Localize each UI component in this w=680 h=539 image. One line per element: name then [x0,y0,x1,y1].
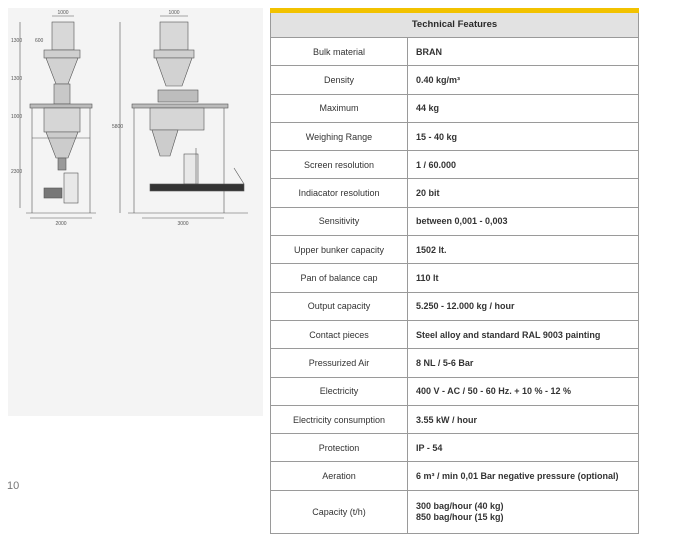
side-upper-bunker [160,22,188,50]
page-number: 10 [7,480,20,492]
table-header: Technical Features [270,13,639,38]
front-upper-bunker [52,22,74,50]
table-row [271,434,638,462]
row-value: 44 kg [416,103,440,114]
front-bag-clamp [58,158,66,170]
table-row [271,378,638,406]
machine-drawing-svg [8,8,263,416]
side-weigh-pan [150,108,204,130]
row-value: 8 NL / 5-6 Bar [416,357,474,368]
table-row [271,179,638,207]
front-feeder [54,84,70,104]
front-bunker-cone [46,58,78,84]
front-weigh-pan [44,108,80,132]
side-conveyor-ramp [234,168,244,184]
front-bunker-flange [44,50,80,58]
row-value: IP - 54 [416,442,443,453]
row-label: Capacity (t/h) [271,491,408,533]
row-value-line: 300 bag/hour (40 kg) [416,500,504,511]
dim-front-h2: 1300 [11,76,23,82]
row-value: 5.250 - 12.000 kg / hour [416,301,515,312]
row-value: 6 m³ / min 0,01 Bar negative pressure (optional) [416,471,619,482]
row-value: 0.40 kg/m³ [416,74,461,85]
row-value-line: 850 bag/hour (15 kg) [416,511,504,522]
technical-drawing [8,8,263,416]
row-label: Maximum [271,95,408,122]
row-value: 3.55 kW / hour [416,414,478,425]
row-label: Pressurized Air [271,349,408,376]
row-value: BRAN [416,46,442,57]
front-motor [44,188,62,198]
row-value: 20 bit [416,188,440,199]
table-row [271,321,638,349]
row-value: 400 V - AC / 50 - 60 Hz. + 10 % - 12 % [416,386,571,397]
side-weigh-cone [152,130,178,156]
table-row [271,462,638,490]
table-row [271,66,638,94]
dim-front-h4: 2300 [11,169,23,175]
row-label: Pan of balance cap [271,264,408,291]
table-row [271,264,638,292]
table-row [271,491,638,534]
row-value: 110 lt [416,273,439,284]
row-value: between 0,001 - 0,003 [416,216,508,227]
table-row [271,406,638,434]
table-row [271,151,638,179]
row-label: Protection [271,434,408,461]
dim-side-base: 3000 [177,221,189,227]
row-label: Electricity consumption [271,406,408,433]
row-label: Bulk material [271,38,408,65]
row-label: Sensitivity [271,208,408,235]
dim-side-top: 1000 [168,10,180,16]
side-conveyor [150,184,244,191]
row-label: Upper bunker capacity [271,236,408,263]
side-platform [132,104,228,108]
side-bunker-cone [156,58,192,86]
dim-front-h1b: 600 [35,38,44,44]
row-label: Weighing Range [271,123,408,150]
front-bag [64,173,78,203]
row-label: Contact pieces [271,321,408,348]
table-row [271,208,638,236]
dim-front-top: 1000 [57,10,69,16]
row-value: 15 - 40 kg [416,131,458,142]
row-value: 1502 lt. [416,244,447,255]
front-platform [30,104,92,108]
row-label: Aeration [271,462,408,489]
row-label: Screen resolution [271,151,408,178]
table-row [271,38,638,66]
dim-front-h1: 1300 [11,38,23,44]
table-row [271,236,638,264]
dim-front-base: 2000 [55,221,67,227]
side-bunker-flange [154,50,194,58]
side-feeder [158,90,198,102]
technical-features-table [270,8,639,534]
table-rows [270,38,639,534]
table-row [271,123,638,151]
table-row [271,349,638,377]
row-value: Steel alloy and standard RAL 9003 painting [416,329,601,340]
table-row [271,95,638,123]
front-weigh-cone [46,132,78,158]
row-label: Output capacity [271,293,408,320]
row-value [408,491,638,533]
dim-front-h3: 1000 [11,114,23,120]
table-row [271,293,638,321]
dim-side-total: 5800 [112,124,124,130]
row-label: Electricity [271,378,408,405]
row-label: Indiacator resolution [271,179,408,206]
row-label: Density [271,66,408,93]
row-value: 1 / 60.000 [416,159,457,170]
